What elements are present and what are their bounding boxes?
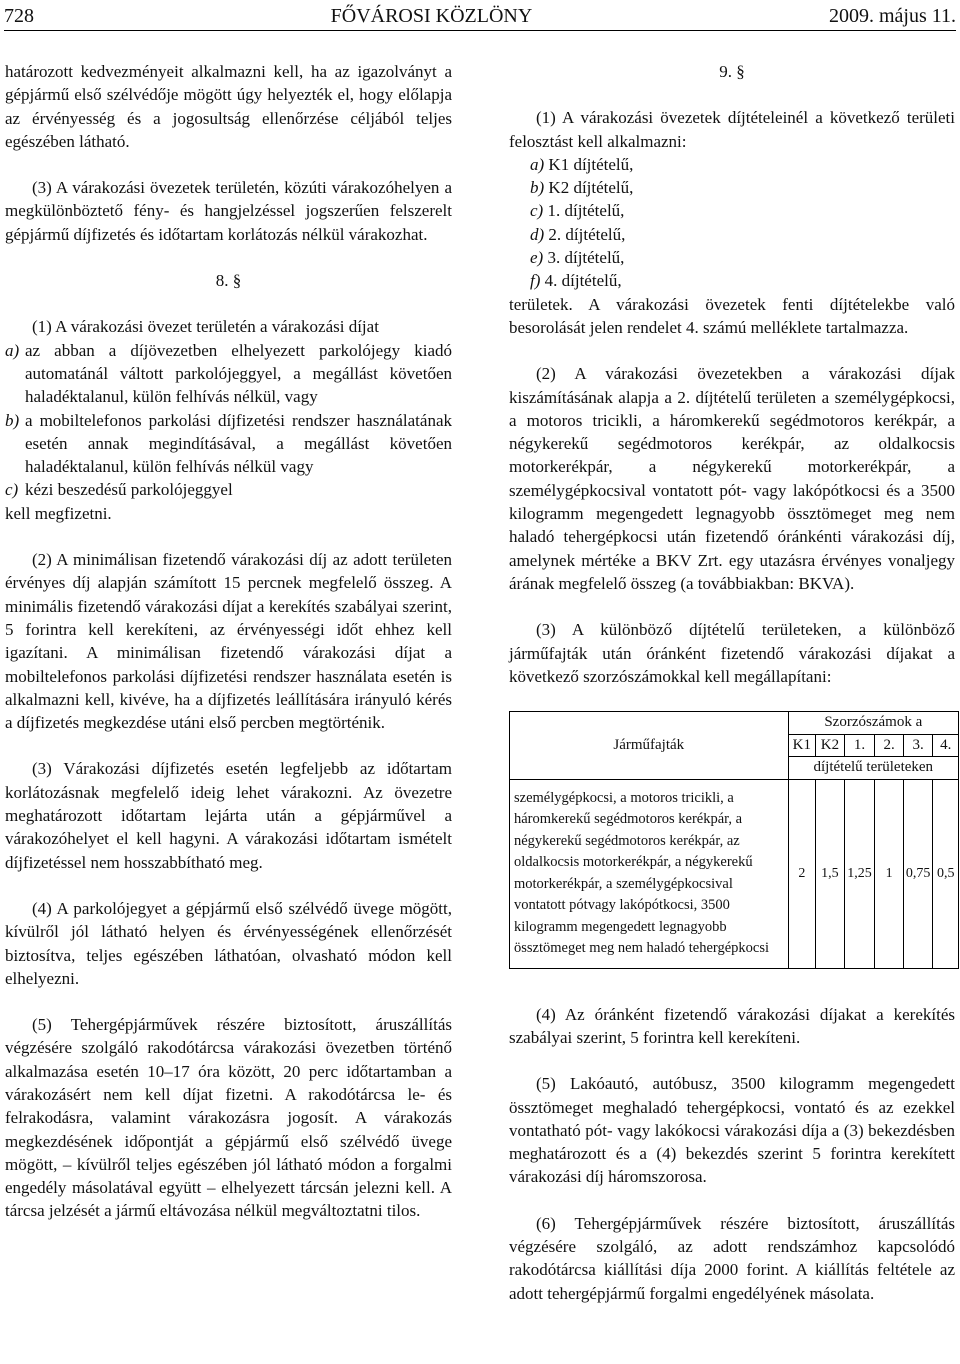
list-text: K2 díjtételű, xyxy=(548,178,634,198)
zone-footer-label: díjtételű területeken xyxy=(788,757,958,780)
list-item-8-1-b xyxy=(5,409,452,479)
list-item xyxy=(530,246,955,269)
multiplier-value: 2 xyxy=(788,779,816,968)
multiplier-table-wrapper xyxy=(509,711,955,969)
paragraph-9-5: (5) Lakóautó, autóbusz, 3500 kilogramm megengedett össztömeget meghaladó tehergépkocsi, vontató és az ezekkel vontatható pót- vagy lakókocsi várakozási díja a (3) bekezdésben meghatározott és a (4) bekezdés szerint 5 forintra kerekített várakozási díj háromszorosa. xyxy=(509,1074,955,1187)
list-text: K1 díjtételű, xyxy=(548,154,634,174)
paragraph-8-2: (2) A minimálisan fizetendő várakozási díj az adott területen érvényes díj alapján számított 15 percnek megfelelő összeg. A minimális fizetendő várakozási díjat a kerekítés szabályai szerint, 5 forintra kell kerekíteni, az érvényességi időt ehhez kell igazítani. A minimálisan fizetendő várakozási díjat a mobiltelefonos parkolási díjfizetési rendszer használata esetén is alkalmazni kell, kivéve, ha a díjfizetés leállítására irányuló kérés a díjfizetés megkezdése utáni első percben megtörténik. xyxy=(5,550,452,733)
paragraph-9-3: (3) A különböző díjtételű területeken, a különböző járműfajták után óránként fizetendő várakozási díjakat a következő szorzószámokkal kell megállapítani: xyxy=(509,620,955,686)
list-item-8-1-a xyxy=(5,339,452,409)
multiplier-value: 1,25 xyxy=(844,779,875,968)
paragraph-9-2: (2) A várakozási övezetekben a várakozási díjak kiszámításának alapja a 2. díjtételű területen a személygépkocsi, a motoros tricikli, a háromkerekű segédmotoros kerékpár, a négykerekű segédmotoros kerékpár, az oldalkocsis motorkerékpár, a négykerekű motorkerékpár, a személygépkocsival vontatott pót- vagy lakópótkocsi és a 3500 kilogramm megengedett legnagyobb össztömeget meg nem haladó tehergépkocsi után fizetendő óránkénti várakozási díj, amelynek mértéke a BKV Zrt. egy utazásra érvényes vonaljegy árának megfelelő összeg (a továbbiakban: BKVA). xyxy=(509,364,955,593)
list-text: 1. díjtételű, xyxy=(547,201,625,221)
paragraph-9-4: (4) Az óránként fizetendő várakozási díjakat a kerekítés szabályai szerint, 5 forintra kell kerekíteni. xyxy=(509,1004,955,1047)
list-letter: a) xyxy=(5,340,20,360)
journal-title: FŐVÁROSI KÖZLÖNY xyxy=(330,4,533,27)
table-row xyxy=(510,779,959,968)
zone-header: K2 xyxy=(816,734,845,757)
list-letter: c) xyxy=(530,201,544,221)
list-letter: a) xyxy=(530,154,545,174)
list-text: kézi beszedésű parkolójeggyel xyxy=(25,480,233,500)
zone-header: K1 xyxy=(788,734,816,757)
section-heading-8: 8. § xyxy=(215,271,242,291)
zone-header: 4. xyxy=(933,734,959,757)
paragraph-9-1-end: területek. A várakozási övezetek fenti díjtételekbe való besorolását jelen rendelet 4. számú melléklete tartalmazza. xyxy=(509,294,955,337)
list-text: 3. díjtételű, xyxy=(547,248,625,268)
paragraph-9-1-intro: (1) A várakozási övezetek díjtételeinél a következő területi felosztást kell alkalmazni: xyxy=(509,108,955,151)
paragraph-8-1-end: kell megfizetni. xyxy=(5,503,112,523)
left-column xyxy=(5,60,452,1223)
multiplier-value: 0,75 xyxy=(903,779,933,968)
paragraph-9-6: (6) Tehergépjárművek részére biztosított, áruszállítás végzésére szolgáló, az adott rendszámhoz kapcsolódó rakodótárcsa kiállítási díja 2000 forint. A kiállítás feltétele az adott tehergépjármű forgalmi engedélyének másolata. xyxy=(509,1213,955,1303)
multiplier-value: 1 xyxy=(875,779,904,968)
list-letter: b) xyxy=(530,178,545,198)
page-header xyxy=(4,4,956,28)
paragraph-8-4: (4) A parkolójegyet a gépjármű első szélvédő üvege mögött, kívülről jól látható helyen és érvényességének ellenőrzését biztosítva, teljes egészében láthatóan, olvasható módon kell elhelyezni. xyxy=(5,898,452,988)
list-item xyxy=(530,176,955,199)
issue-date: 2009. május 11. xyxy=(828,4,956,27)
multiplier-table xyxy=(509,711,959,969)
section-heading-9: 9. § xyxy=(719,62,745,81)
vehicle-description: személygépkocsi, a motoros tricikli, a háromkerekű segédmotoros kerékpár, a négykerekű segédmotoros kerékpár, az oldalkocsis motorkerékpár, a négykerekű motorkerékpár, a személygépkocsival vontatott pótvagy lakópótkocsi, 3500 kilogramm megengedett legnagyobb össztömeget meg nem haladó tehergépkocsi xyxy=(510,779,789,968)
paragraph-8-1-intro: (1) A várakozási övezet területén a várakozási díjat xyxy=(32,317,379,337)
page-number: 728 xyxy=(4,4,34,27)
list-text: az abban a díjövezetben elhelyezett parkolójegy kiadó automatánál váltott parkolójeggyel, a megállást követően haladéktalanul, külön felhívás nélkül, vagy xyxy=(25,340,452,407)
list-letter: c) xyxy=(5,480,19,500)
multiplier-value: 1,5 xyxy=(816,779,845,968)
right-column xyxy=(509,60,955,1305)
list-text: 4. díjtételű, xyxy=(544,271,622,291)
list-item xyxy=(530,223,955,246)
list-item-8-1-c xyxy=(5,478,452,501)
zone-header: 3. xyxy=(903,734,933,757)
list-item xyxy=(530,153,955,176)
header-rule xyxy=(4,30,956,31)
paragraph-8-3: (3) Várakozási díjfizetés esetén legfeljebb az időtartam korlátozásnak megfelelő ideig lehet várakozni. Az övezetre meghatározott időtartam lejárta után a gépjárművel a várakozóhelyet el kell hagyni. A várakozási időtartam ismételt díjfizetéssel nem hosszabbítható meg. xyxy=(5,759,452,872)
paragraph-7-3: (3) A várakozási övezetek területén, közúti várakozóhelyen a megkülönböztető fény- és hangjelzéssel jogszerűen felszerelt gépjármű díjfizetés és időtartam korlátozás nélkül várakozhat. xyxy=(5,178,452,244)
column-header-multiplier: Szorzószámok a xyxy=(788,712,958,735)
list-item xyxy=(530,199,955,222)
paragraph-continuation: határozott kedvezményeit alkalmazni kell, ha az igazolványt a gépjármű első szélvédője mögött úgy helyezték el, hogy előlapja az érvényesség és a jogosultság ellenőrzése céljából teljes egészében látható. xyxy=(5,62,452,151)
paragraph-8-5: (5) Tehergépjárművek részére biztosított, áruszállítás végzésére szolgáló rakodótárcsa várakozási övezetben történő alkalmazása esetén 10–17 óra között, 20 perc időtartamban a várakozásért nem kell díjat fizetni. A rakodótárcsa le- és felrakodásra, valamint várakozásra jogosít. A várakozás megkezdésének időpontját a gépjármű első szélvédő üvege mögött, – kívülről teljes egészében jól látható módon a forgalmi engedély másolatával együtt – elhelyezett tárcsán jelezni kell. A tárcsa jelzését a jármű eltávozása nélkül megváltoztatni tilos. xyxy=(5,1015,452,1221)
list-letter: f) xyxy=(530,271,541,291)
column-header-vehicle: Járműfajták xyxy=(510,712,789,780)
list-letter: b) xyxy=(5,410,20,430)
list-item xyxy=(530,269,955,292)
multiplier-value: 0,5 xyxy=(933,779,959,968)
zone-header: 2. xyxy=(875,734,904,757)
list-letter: d) xyxy=(530,224,545,244)
list-text: a mobiltelefonos parkolási díjfizetési rendszer használatának esetén annak megindításával, a megállást követően haladéktalanul, külön felhívás nélkül vagy xyxy=(25,410,452,477)
zone-header: 1. xyxy=(844,734,875,757)
list-text: 2. díjtételű, xyxy=(548,224,626,244)
list-letter: e) xyxy=(530,248,544,268)
zone-list xyxy=(509,153,955,293)
